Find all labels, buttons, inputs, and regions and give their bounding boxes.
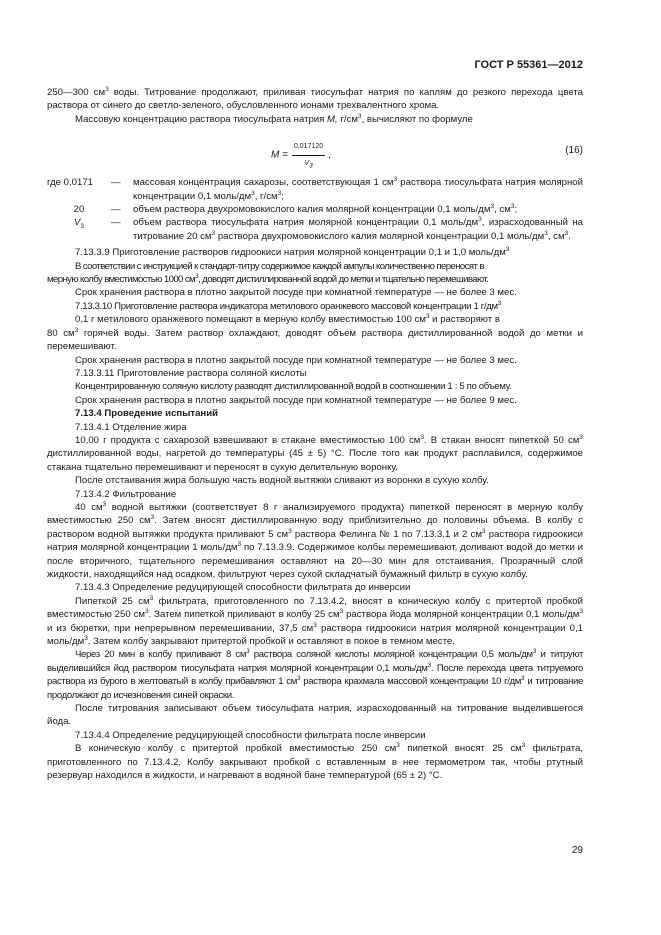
text: . Затем пипеткой приливают в колбу 25 см [148,609,340,621]
sup: 3 [195,272,199,280]
def-symbol: 20 [73,204,85,216]
text: Массовую концентрацию раствора тиосульфата натрия [75,113,328,125]
sup: 3 [510,202,515,210]
text: раствора тиосульфата натрия молярной концентрации 0,1 моль/дм [133,177,583,202]
paragraph [47,273,583,286]
paragraph [47,742,583,782]
paragraph-titration [47,86,583,113]
text: , г/см [254,190,278,202]
sup: 3 [84,634,88,642]
text: В коническую колбу с притертой пробкой вместимостью 250 см [75,743,397,755]
text: , израсходованный на титрование 20 см [133,217,584,242]
sup: 3 [246,648,250,656]
den-sub: 3 [309,162,313,170]
text: ; [514,204,518,216]
text: раствора крахмала массовой концентрации 10 г/дм [300,676,522,688]
text: фильтрата, приготовленного по 7.13.4.2. Колбу закрывают пробкой с вставленным в нее термометром так, чтобы ртутный резервуар находился в жидкости, и нагревают в водяной бане температурой (65 ± 2) °С. [47,743,583,782]
formula-number: (16) [565,145,583,157]
paragraph [47,648,583,702]
sup: 3 [237,541,242,548]
paragraph [47,595,583,649]
text: раствора гидроокиси натрия молярной концентрации 0,1 моль/дм [47,622,583,648]
paragraph-storage: Срок хранения раствора в плотно закрытой посуде при комнатной температуре — не более 9 мес. [75,394,517,406]
paragraph [47,313,583,326]
text: , см [547,230,565,242]
text: 80 см [47,327,75,339]
section-7-13-3-11-title: 7.13.3.11 Приготовление раствора соляной кислоты [75,367,307,379]
text: , вычисляют по формуле [361,113,473,125]
text: объем раствора двухромовокислого калия молярной концентрации 0,1 моль/дм [133,204,491,216]
definition-item [47,176,583,203]
section-7-13-3-10-title [47,300,583,313]
symbol-M: М, [327,113,338,125]
text: , см [494,204,511,216]
sub: 3 [80,223,85,231]
formula-lhs: M = [271,149,288,161]
sup: 3 [427,661,431,669]
text: ; [281,190,284,202]
paragraph: Концентрированную соляную кислоту разводят дистиллированной водой в соотношении 1 : 5 по объему. [75,381,512,393]
den-symbol: V [304,159,310,167]
text: и титрование продолжают до исчезновения синей окраски. [47,676,584,701]
text: Пипеткой 25 см [75,595,150,607]
def-dash: — [111,204,121,216]
sup: 3 [144,608,149,616]
text: фильтрата, приготовленного по 7.13.4.2, вносят в коническую колбу с притертой пробкой вместимостью 250 см [47,595,583,621]
sup: 3 [490,202,495,210]
page-number: 29 [571,845,583,856]
text: объем раствора тиосульфата натрия молярной концентрации 0,1 моль/дм [133,217,479,229]
text: . После перехода цвета титруемого раствора из бурого в желтоватый в колбу прибавляют 1 см [47,662,583,688]
sup: 3 [149,594,154,602]
section-7-13-4-title: 7.13.4 Проведение испытаний [75,408,219,420]
sup: 3 [396,742,400,750]
sup: 3 [544,229,548,237]
sup: 3 [297,675,301,683]
text: раствора двухромовокислого калия молярной концентрации 0,1 моль/дм [215,230,545,242]
def-dash: — [111,177,121,189]
text: 0,1 г метилового оранжевого помещают в мерную колбу вместимостью 100 см [75,314,426,326]
section-7-13-4-4-title: 7.13.4.4 Определение редуцирующей способности фильтрата после инверсии [75,729,426,741]
def-symbol [47,216,111,243]
text: горячей воды. Затем раствор охлаждают, доводят объем раствора дистиллированной водой до метки и перемешивают. [47,327,583,353]
sup: 3 [478,216,482,224]
def-text [133,176,583,203]
paragraph [47,501,583,581]
sup: 3 [105,85,109,93]
text: мерную колбу вместимостью 1000 см [47,274,196,286]
sup: 3 [425,313,430,321]
def-text [133,203,583,216]
section-7-13-4-1-title: 7.13.4.1 Отделение жира [75,421,187,433]
text: 7.13.3.9 Приготовление растворов гидроокиси натрия молярной концентрации 0,1 и 1,0 моль/дм [75,247,506,259]
text: по 7.13.3.9. Содержимое колбы перемешивают, доливают водой до метки и после вторичного, тщательного перемешивания оставляют на 20—30 мин для отстаивания. Прозрачный слой жидкости, находящийся над осадком, фильтруют через сухой складчатый бумажный фильтр в сухую колбу. [47,542,583,580]
text: раствора соляной кислоты молярной концентрации 0,5 моль/дм [249,649,533,661]
paragraph-storage: Срок хранения раствора в плотно закрытой посуде при комнатной температуре — не более 3 мес. [75,354,517,366]
text: . Затем вносят дистиллированную воду приблизительно до половины объема. В колбу с раствором водной вытяжки продукта приливают 5 см [47,515,583,540]
sup: 3 [74,326,79,334]
text: г/см [337,113,358,125]
sup: 3 [505,246,510,254]
definition-item [47,203,583,216]
text: и из бюретки, при непрерывном перемешивании, 37,5 см [47,622,314,634]
document-body [47,86,583,783]
paragraph-formula-intro [47,113,583,126]
text: 7.13.3.10 Приготовление раствора индикатора метилового оранжевого массовой концентрации 1 г/дм [75,300,498,312]
text: раствора гидроокиси натрия молярной концентрации 1 моль/дм [47,528,583,554]
formula-comma: , [327,149,331,161]
formula-16 [47,132,583,172]
text: и титруют выделившийся йод раствором тиосульфата натрия молярной концентрации 0,1 моль/дм [47,649,583,674]
sup: 3 [532,648,537,656]
formula-fraction [292,140,325,170]
text: воды. Титрование продолжают, приливая тиосульфат натрия по каплям до резкого перехода цвета раствора от синего до светло-зеленого, обусловленного ионами трехвалентного хрома. [47,87,583,112]
text: . [568,230,571,242]
sup: 3 [579,608,583,616]
text: . В стакан вносят пипеткой 50 см [424,434,580,446]
section-7-13-3-9-title [47,246,583,259]
sup: 3 [102,500,107,508]
section-7-13-4-3-title: 7.13.4.3 Определение редуцирующей способности фильтрата до инверсии [75,582,411,594]
text: раствора йода молярной концентрации 0,1 моль/дм [343,609,580,621]
sup: 3 [251,189,255,197]
text: , доводят дистиллированной водой до метки и тщательно перемешивают. [198,274,489,286]
def-symbol: где 0,0171 [47,177,94,189]
text: водной вытяжки (соответствует 8 г анализируемого продукта) пипеткой переносят в мерную колбу вместимостью 250 см [47,501,583,527]
text: 10,00 г продукта с сахарозой взвешивают в стакане вместимостью 100 см [75,434,421,446]
text: массовая концентрация сахарозы, соответствующая 1 см [133,177,394,189]
text: . Затем колбу закрывают притертой пробкой и оставляют в покое в темном месте. [87,636,455,648]
def-dash: — [111,217,121,229]
text: раствора Фелинга № 1 по 7.13.3.1 и 2 см [291,528,482,540]
sup: 3 [393,176,398,184]
sup: 3 [357,112,362,120]
sup: 3 [288,527,292,535]
text: пипеткой вносят 25 см [399,743,522,755]
text: 250—300 см [47,87,106,98]
def-text [133,216,583,243]
text: и растворяют в [429,314,500,326]
sup: 3 [481,527,486,535]
sup: 3 [211,229,216,237]
section-7-13-4-2-title: 7.13.4.2 Фильтрование [75,488,177,500]
formula-numerator: 0,017120 [292,140,325,155]
paragraph-storage: Срок хранения раствора в плотно закрытой посуде при комнатной температуре — не более 3 мес. [75,287,517,299]
definitions [47,176,583,243]
sup: 3 [497,299,502,307]
paragraph: После отстаивания жира большую часть водной вытяжки сливают из воронки в сухую колбу. [75,475,489,487]
sup: 3 [313,621,317,629]
sup: 3 [150,514,155,522]
sup: 3 [277,189,282,197]
sup: 3 [339,608,344,616]
sup: 3 [564,229,569,237]
text: дистиллированной воды, нагретой до температуры (45 ± 5) °С. После того как продукт расплавился, содержимое стакана тщательно перемешивают и переносят в сухую делительную воронку. [47,448,583,473]
paragraph: В соответствии с инструкцией к стандарт-титру содержимое каждой ампулы количественно переносят в [75,260,484,272]
symbol-V: V [73,217,81,229]
paragraph: После титрования записывают объем тиосульфата натрия, израсходованный на титрование выделившегося йода. [47,703,583,728]
paragraph [47,327,583,354]
formula-denominator [292,156,325,170]
definition-item [47,216,583,243]
sup: 3 [521,675,525,683]
formula-expression [271,140,331,170]
text: Через 20 мин в колбу приливают 8 см [75,649,247,661]
sup: 3 [579,433,583,441]
sup: 3 [521,742,526,750]
sup: 3 [420,433,424,441]
paragraph [47,434,583,474]
text: 40 см [75,501,103,513]
document-header: ГОСТ Р 55361—2012 [474,59,583,71]
